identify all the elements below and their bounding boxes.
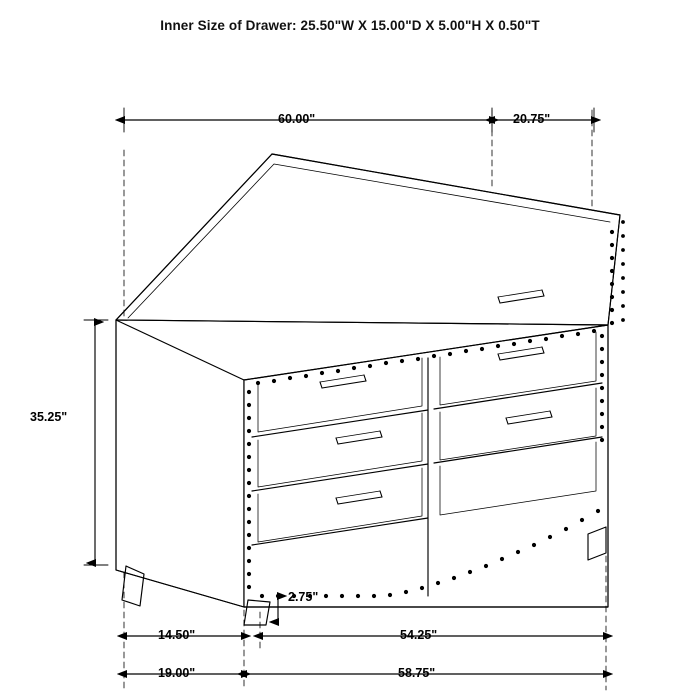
- dim-label-bottom-left-width: 19.00": [158, 666, 196, 680]
- dim-label-top-width: 60.00": [278, 112, 316, 126]
- dresser-front-face: [244, 325, 608, 607]
- dresser-top-surface: [116, 154, 620, 325]
- dresser-left-side-panel: [116, 320, 244, 607]
- dim-label-bottom-right-width: 58.75": [398, 666, 436, 680]
- dim-overall-height: [84, 320, 108, 565]
- dim-label-top-depth: 20.75": [513, 112, 551, 126]
- dim-label-base-right-width: 54.25": [400, 628, 438, 642]
- dim-label-leg-height: 2.75": [288, 590, 319, 604]
- page-title: Inner Size of Drawer: 25.50"W X 15.00"D X 5.00"H X 0.50"T: [160, 18, 540, 33]
- dim-label-base-left-width: 14.50": [158, 628, 196, 642]
- nailhead-trim-far-right: [621, 220, 625, 322]
- dim-label-overall-height: 35.25": [30, 410, 68, 424]
